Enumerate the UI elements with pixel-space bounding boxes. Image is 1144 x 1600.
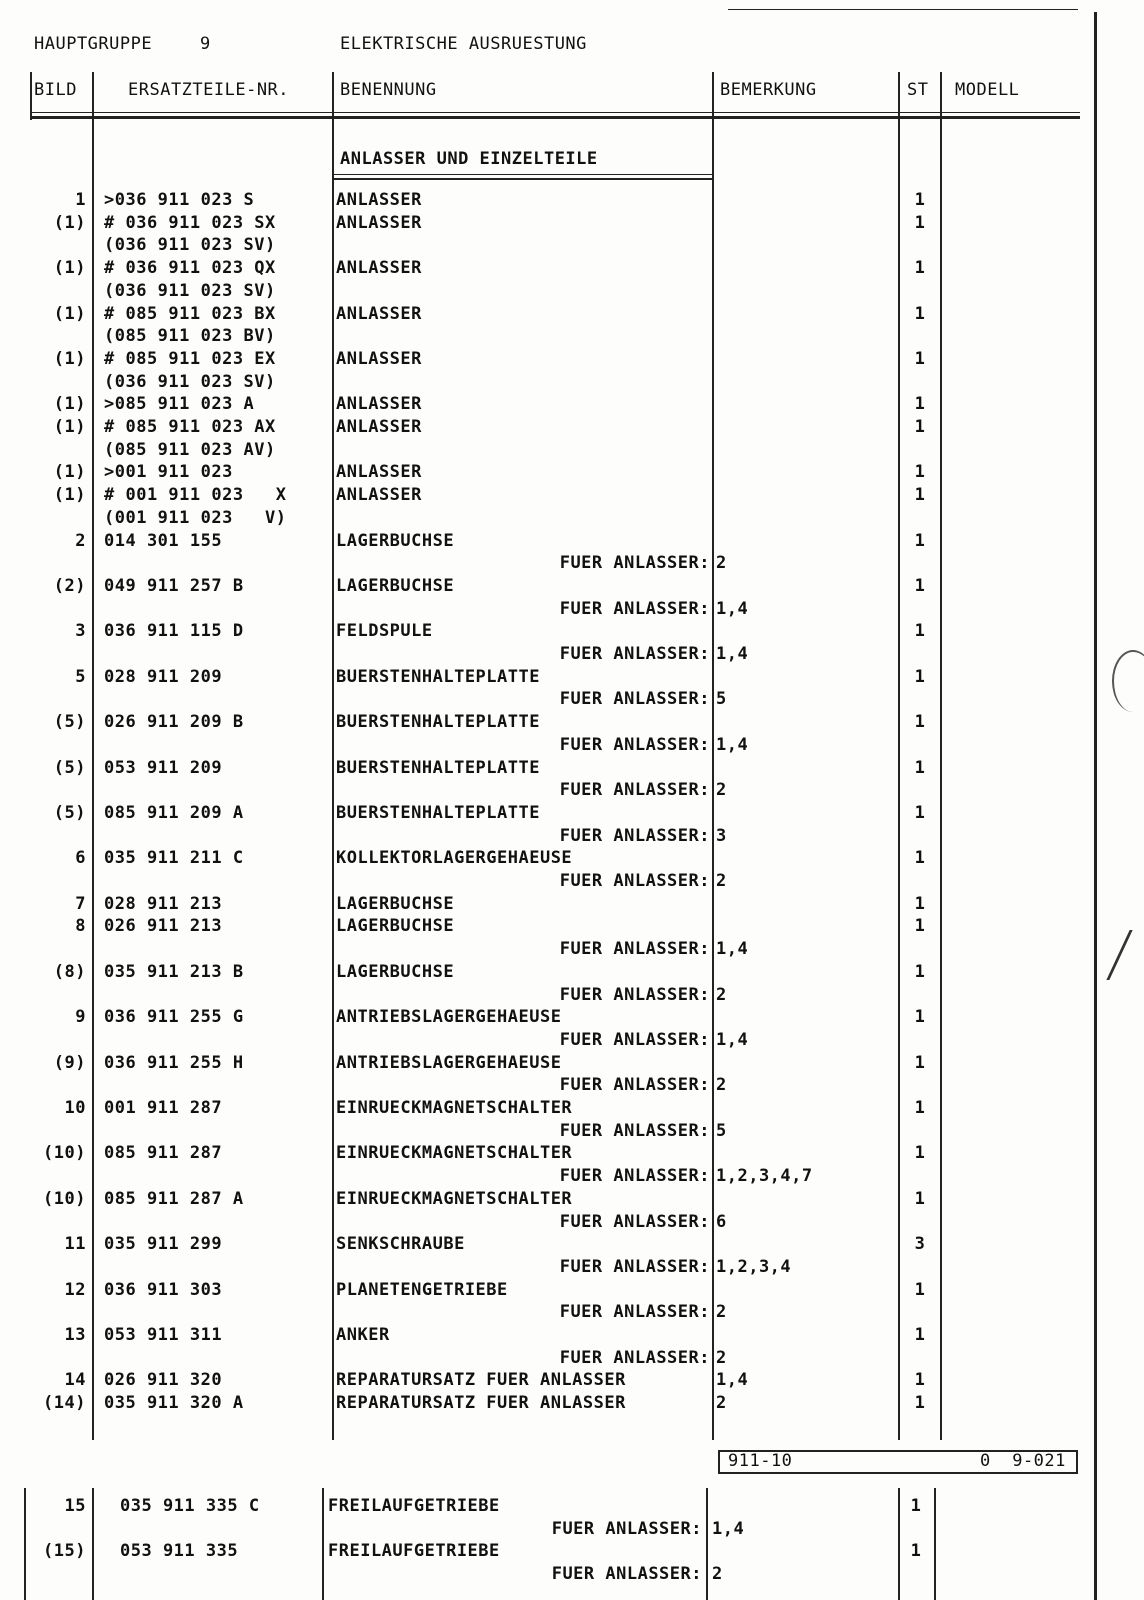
part-number: (085 911 023 BV) [104, 326, 276, 347]
remark: 2 [716, 871, 727, 891]
quantity: 1 [914, 303, 926, 324]
part-name: ANTRIEBSLAGERGEHAEUSE [336, 1007, 562, 1028]
part-name: LAGERBUCHSE [336, 530, 455, 551]
bild-number: (5) [53, 712, 86, 733]
quantity: 1 [914, 1279, 926, 1300]
part-number: 085 911 287 A [104, 1188, 244, 1209]
top-rule [728, 9, 1078, 10]
part-name: ANLASSER [336, 485, 422, 506]
bild-number: 11 [64, 1234, 86, 1255]
remark: 1,2,3,4 [716, 1256, 792, 1277]
part-number: (036 911 023 SV) [104, 371, 276, 392]
part-number: 035 911 320 A [104, 1393, 244, 1414]
scan-mark-2 [1106, 930, 1144, 980]
bild-number: (10) [43, 1143, 86, 1164]
part-number: 036 911 115 D [104, 621, 244, 642]
remark: 1,4 [716, 939, 749, 960]
quantity: 1 [914, 462, 926, 483]
part-number: 085 911 209 A [104, 802, 244, 823]
bild-number: (1) [53, 258, 86, 279]
usage-note: FUER ANLASSER: [559, 1211, 710, 1232]
bild-number: 8 [75, 916, 86, 937]
part-name: ANKER [336, 1325, 390, 1345]
part-number: 035 911 299 [104, 1234, 223, 1255]
usage-note: FUER ANLASSER: [559, 1075, 710, 1096]
part-number: 026 911 213 [104, 916, 223, 937]
col-model: MODELL [955, 80, 1020, 100]
remark: 5 [716, 689, 727, 710]
bild-number: 13 [64, 1325, 86, 1345]
usage-note: FUER ANLASSER: [551, 1518, 702, 1539]
usage-note: FUER ANLASSER: [559, 1347, 710, 1368]
bild-number: (1) [53, 303, 86, 324]
bild-number: (10) [43, 1188, 86, 1209]
table-left-border [30, 72, 32, 120]
part-number: # 085 911 023 AX [104, 417, 276, 437]
part-name: ANLASSER [336, 417, 422, 437]
remark: 2 [716, 1075, 727, 1096]
usage-note: FUER ANLASSER: [559, 984, 710, 1005]
part-name: LAGERBUCHSE [336, 961, 455, 982]
quantity: 1 [914, 348, 926, 369]
part-number: 028 911 213 [104, 893, 223, 914]
part-number: >085 911 023 A [104, 394, 255, 415]
bild-number: 6 [75, 848, 86, 869]
col-name: BENENNUNG [340, 80, 437, 100]
group-label: HAUPTGRUPPE [34, 34, 153, 54]
part-number: # 085 911 023 EX [104, 348, 276, 369]
part-number: # 036 911 023 SX [104, 212, 276, 233]
usage-note: FUER ANLASSER: [559, 644, 710, 664]
part-number: 036 911 303 [104, 1279, 223, 1300]
part-number: 036 911 255 G [104, 1007, 244, 1028]
quantity: 1 [914, 757, 926, 778]
part-number: 035 911 211 C [104, 848, 244, 869]
usage-note: FUER ANLASSER: [559, 553, 710, 574]
remark: 2 [716, 1347, 727, 1368]
usage-note: FUER ANLASSER: [559, 598, 710, 619]
remark: 1,4 [712, 1518, 745, 1539]
col-qty: ST [907, 80, 929, 100]
part-name: FREILAUFGETRIEBE [328, 1541, 500, 1562]
quantity: 1 [914, 1188, 926, 1209]
part-name: LAGERBUCHSE [336, 575, 455, 596]
quantity: 1 [910, 1496, 922, 1516]
remark: 1,4 [716, 598, 749, 619]
quantity: 1 [914, 712, 926, 733]
col-remark: BEMERKUNG [720, 80, 817, 100]
bild-number: (1) [53, 462, 86, 483]
remark: 1,4 [716, 644, 749, 664]
bild-number: (1) [53, 485, 86, 506]
quantity: 1 [914, 802, 926, 823]
remark: 2 [712, 1564, 723, 1585]
quantity: 1 [914, 1143, 926, 1164]
part-name: PLANETENGETRIEBE [336, 1279, 508, 1300]
quantity: 3 [914, 1234, 926, 1255]
part-name: BUERSTENHALTEPLATTE [336, 802, 540, 823]
section-title: ANLASSER UND EINZELTEILE [340, 149, 598, 169]
cont-rule-part [322, 1488, 324, 1600]
part-name: LAGERBUCHSE [336, 893, 455, 914]
usage-note: FUER ANLASSER: [559, 939, 710, 960]
remark: 1,4 [716, 1370, 749, 1391]
part-number: >001 911 023 [104, 462, 233, 483]
part-name: ANLASSER [336, 212, 422, 233]
section-rule-2 [334, 178, 712, 180]
part-number: 036 911 255 H [104, 1052, 244, 1073]
bild-number: 3 [75, 621, 86, 642]
bild-number: (14) [43, 1393, 86, 1414]
col-bild: BILD [34, 80, 77, 100]
part-name: BUERSTENHALTEPLATTE [336, 666, 540, 687]
part-name: EINRUECKMAGNETSCHALTER [336, 1143, 573, 1164]
part-name: ANLASSER [336, 190, 422, 210]
bild-number: (1) [53, 348, 86, 369]
usage-note: FUER ANLASSER: [559, 734, 710, 755]
bild-number: (5) [53, 802, 86, 823]
part-number: 053 911 311 [104, 1325, 223, 1345]
bild-number: (1) [53, 417, 86, 437]
remark: 2 [716, 553, 727, 574]
quantity: 1 [914, 530, 926, 551]
part-name: REPARATURSATZ FUER ANLASSER [336, 1393, 626, 1414]
usage-note: FUER ANLASSER: [559, 1166, 710, 1187]
usage-note: FUER ANLASSER: [559, 1256, 710, 1277]
part-name: FELDSPULE [336, 621, 433, 642]
part-number: (036 911 023 SV) [104, 235, 276, 256]
part-number: 053 911 209 [104, 757, 223, 778]
part-name: FREILAUFGETRIEBE [328, 1496, 500, 1516]
part-name: LAGERBUCHSE [336, 916, 455, 937]
quantity: 1 [914, 190, 926, 210]
quantity: 1 [914, 1098, 926, 1118]
remark: 2 [716, 780, 727, 801]
remark: 2 [716, 1393, 727, 1414]
cont-rule-bild [92, 1488, 94, 1600]
bild-number: 14 [64, 1370, 86, 1391]
quantity: 1 [914, 893, 926, 914]
quantity: 1 [914, 212, 926, 233]
rule-qty [940, 72, 942, 1440]
bild-number: (2) [53, 575, 86, 596]
quantity: 1 [910, 1541, 922, 1562]
group-number: 9 [200, 34, 211, 54]
part-number: 026 911 320 [104, 1370, 223, 1391]
part-number: 028 911 209 [104, 666, 223, 687]
bild-number: (1) [53, 212, 86, 233]
part-name: ANLASSER [336, 394, 422, 415]
quantity: 1 [914, 575, 926, 596]
usage-note: FUER ANLASSER: [559, 1029, 710, 1050]
quantity: 1 [914, 1393, 926, 1414]
part-number: (001 911 023 V) [104, 507, 287, 528]
quantity: 1 [914, 666, 926, 687]
part-name: ANLASSER [336, 462, 422, 483]
usage-note: FUER ANLASSER: [559, 871, 710, 891]
usage-note: FUER ANLASSER: [559, 689, 710, 710]
part-number: 014 301 155 [104, 530, 223, 551]
part-number: (036 911 023 SV) [104, 280, 276, 301]
part-number: (085 911 023 AV) [104, 439, 276, 460]
part-number: # 085 911 023 BX [104, 303, 276, 324]
rule-name [712, 72, 714, 1440]
scan-mark-1 [1112, 650, 1144, 712]
remark: 5 [716, 1120, 727, 1141]
quantity: 1 [914, 1370, 926, 1391]
part-name: KOLLEKTORLAGERGEHAEUSE [336, 848, 573, 869]
remark: 2 [716, 1302, 727, 1323]
bild-number: (8) [53, 961, 86, 982]
usage-note: FUER ANLASSER: [559, 1120, 710, 1141]
part-name: EINRUECKMAGNETSCHALTER [336, 1188, 573, 1209]
part-number: 085 911 287 [104, 1143, 223, 1164]
rule-part [332, 72, 334, 1440]
page-ref-left: 911-10 [728, 1451, 793, 1471]
quantity: 1 [914, 916, 926, 937]
part-name: SENKSCHRAUBE [336, 1234, 465, 1255]
bild-number: (1) [53, 394, 86, 415]
remark: 6 [716, 1211, 727, 1232]
part-name: ANLASSER [336, 348, 422, 369]
group-title: ELEKTRISCHE AUSRUESTUNG [340, 34, 587, 54]
header-rule-1 [30, 112, 1080, 113]
part-number: 049 911 257 B [104, 575, 244, 596]
quantity: 1 [914, 485, 926, 506]
bild-number: 9 [75, 1007, 86, 1028]
part-number: 053 911 335 [120, 1541, 239, 1562]
part-number: 001 911 287 [104, 1098, 223, 1118]
remark: 3 [716, 825, 727, 846]
part-name: REPARATURSATZ FUER ANLASSER [336, 1370, 626, 1391]
quantity: 1 [914, 394, 926, 415]
bild-number: (15) [43, 1541, 86, 1562]
usage-note: FUER ANLASSER: [559, 780, 710, 801]
bild-number: 12 [64, 1279, 86, 1300]
bild-number: (5) [53, 757, 86, 778]
cont-rule-name [706, 1488, 708, 1600]
quantity: 1 [914, 961, 926, 982]
quantity: 1 [914, 417, 926, 437]
bild-number: 2 [75, 530, 86, 551]
part-number: # 036 911 023 QX [104, 258, 276, 279]
page-ref-right: 0 9-021 [980, 1451, 1066, 1471]
part-name: BUERSTENHALTEPLATTE [336, 712, 540, 733]
section-rule-1 [334, 174, 712, 175]
bild-number: 5 [75, 666, 86, 687]
remark: 1,4 [716, 734, 749, 755]
remark: 1,2,3,4,7 [716, 1166, 813, 1187]
quantity: 1 [914, 848, 926, 869]
part-number: >036 911 023 S [104, 190, 255, 210]
header-rule-2 [30, 116, 1080, 119]
usage-note: FUER ANLASSER: [551, 1564, 702, 1585]
part-name: ANLASSER [336, 303, 422, 324]
part-name: EINRUECKMAGNETSCHALTER [336, 1098, 573, 1118]
remark: 1,4 [716, 1029, 749, 1050]
cont-rule-qty [934, 1488, 936, 1600]
usage-note: FUER ANLASSER: [559, 1302, 710, 1323]
part-number: 026 911 209 B [104, 712, 244, 733]
part-name: ANLASSER [336, 258, 422, 279]
quantity: 1 [914, 258, 926, 279]
quantity: 1 [914, 1007, 926, 1028]
part-number: # 001 911 023 X [104, 485, 287, 506]
rule-bild [92, 72, 94, 1440]
quantity: 1 [914, 1325, 926, 1345]
part-number: 035 911 213 B [104, 961, 244, 982]
part-name: BUERSTENHALTEPLATTE [336, 757, 540, 778]
bild-number: 10 [64, 1098, 86, 1118]
part-name: ANTRIEBSLAGERGEHAEUSE [336, 1052, 562, 1073]
remark: 2 [716, 984, 727, 1005]
bild-number: 7 [75, 893, 86, 914]
col-part-no: ERSATZTEILE-NR. [128, 80, 290, 100]
usage-note: FUER ANLASSER: [559, 825, 710, 846]
quantity: 1 [914, 1052, 926, 1073]
bild-number: 15 [64, 1496, 86, 1516]
page-right-border [1094, 12, 1097, 1600]
part-number: 035 911 335 C [120, 1496, 260, 1516]
bild-number: (9) [53, 1052, 86, 1073]
quantity: 1 [914, 621, 926, 642]
bild-number: 1 [75, 190, 86, 210]
